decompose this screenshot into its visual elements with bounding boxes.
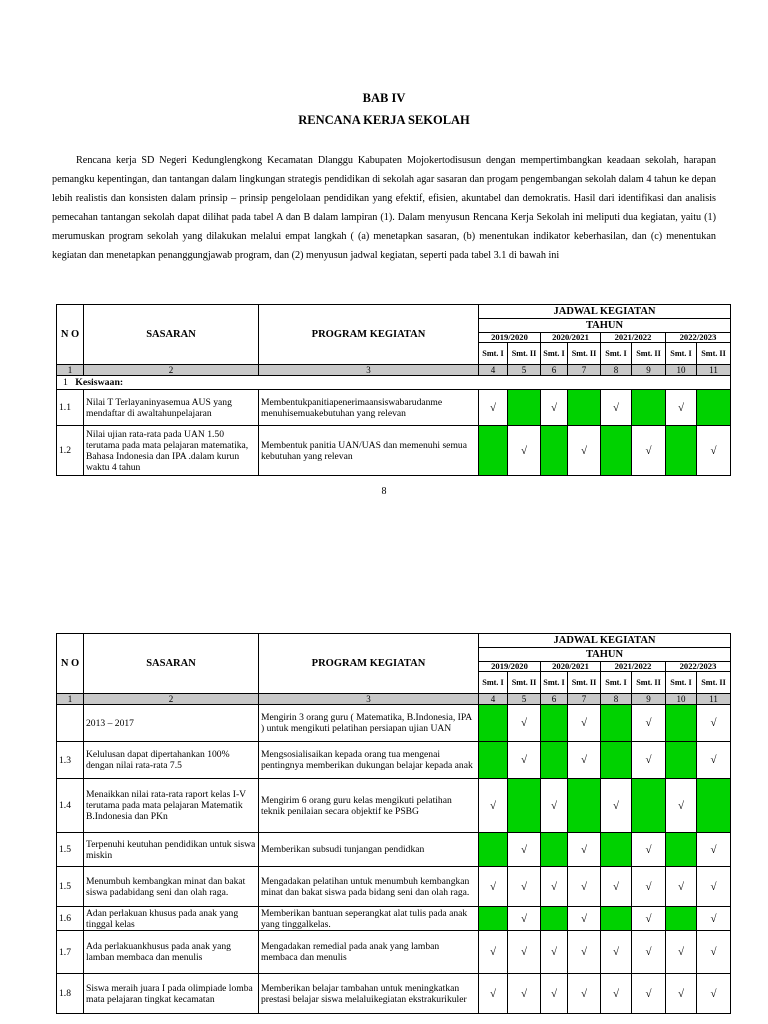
- column-number: 6: [541, 694, 568, 705]
- table-row: [57, 742, 731, 779]
- check-mark-cell: √: [508, 974, 541, 1014]
- sasaran-cell: Menumbuh kembangkan minat dan bakat siswa padabidang seni dan olah raga.: [84, 867, 259, 907]
- year-header: 2020/2021: [541, 333, 601, 343]
- scheduled-cell-green: [697, 779, 731, 833]
- column-number: 3: [259, 365, 479, 376]
- scheduled-cell-green: [479, 705, 508, 742]
- row-number: [57, 705, 84, 742]
- table-row: [57, 426, 731, 476]
- group-row: [57, 376, 731, 390]
- program-cell: Mengsosialisaikan kepada orang tua mengenai pentingnya memberikan dukungan belajar kepada anak: [259, 742, 479, 779]
- row-number: 1.5: [57, 833, 84, 867]
- table-row: [57, 867, 731, 907]
- row-number: 1.1: [57, 390, 84, 426]
- scheduled-cell-green: [541, 705, 568, 742]
- check-mark-cell: √: [479, 974, 508, 1014]
- row-number: 1.7: [57, 931, 84, 974]
- column-number: 4: [479, 694, 508, 705]
- check-mark-cell: √: [666, 867, 697, 907]
- check-mark-cell: √: [568, 705, 601, 742]
- semester-1-header: Smt. I: [666, 672, 697, 694]
- check-mark-cell: √: [568, 867, 601, 907]
- check-mark-cell: √: [508, 742, 541, 779]
- check-mark-cell: √: [568, 974, 601, 1014]
- col-program-header: PROGRAM KEGIATAN: [259, 305, 479, 365]
- semester-2-header: Smt. II: [568, 343, 601, 365]
- column-number: 10: [666, 694, 697, 705]
- check-mark-cell: √: [632, 833, 666, 867]
- year-header: 2022/2023: [666, 662, 731, 672]
- scheduled-cell-green: [601, 907, 632, 931]
- jadwal-header: JADWAL KEGIATAN: [479, 634, 731, 648]
- sasaran-cell: Nilai ujian rata-rata pada UAN 1.50 terutama pada mata pelajaran matematika, Bahasa Indonesia dan IPA .dalam kurun waktu 4 tahun: [84, 426, 259, 476]
- program-cell: Membentukpanitiapenerimaansiswabarudanme menuhisemuakebutuhan yang relevan: [259, 390, 479, 426]
- scheduled-cell-green: [601, 833, 632, 867]
- check-mark-cell: √: [479, 931, 508, 974]
- column-number: 1: [57, 694, 84, 705]
- column-number: 6: [541, 365, 568, 376]
- year-header: 2019/2020: [479, 333, 541, 343]
- jadwal-header: JADWAL KEGIATAN: [479, 305, 731, 319]
- chapter-heading: BAB IV: [362, 91, 406, 105]
- program-cell: Memberikan subsudi tunjangan pendidkan: [259, 833, 479, 867]
- semester-1-header: Smt. I: [666, 343, 697, 365]
- group-label: Kesiswaan:: [75, 377, 124, 388]
- semester-1-header: Smt. I: [541, 343, 568, 365]
- semester-2-header: Smt. II: [632, 672, 666, 694]
- check-mark-cell: √: [568, 426, 601, 476]
- check-mark-cell: √: [541, 779, 568, 833]
- semester-1-header: Smt. I: [479, 343, 508, 365]
- check-mark-cell: √: [632, 974, 666, 1014]
- check-mark-cell: √: [479, 867, 508, 907]
- check-mark-cell: √: [697, 931, 731, 974]
- column-number: 11: [697, 694, 731, 705]
- column-number: 5: [508, 365, 541, 376]
- column-number: 1: [57, 365, 84, 376]
- table-row: [57, 907, 731, 931]
- semester-1-header: Smt. I: [541, 672, 568, 694]
- program-cell: Membentuk panitia UAN/UAS dan memenuhi semua kebutuhan yang relevan: [259, 426, 479, 476]
- check-mark-cell: √: [601, 974, 632, 1014]
- check-mark-cell: √: [541, 867, 568, 907]
- check-mark-cell: √: [632, 426, 666, 476]
- scheduled-cell-green: [508, 390, 541, 426]
- column-number: 8: [601, 694, 632, 705]
- scheduled-cell-green: [601, 705, 632, 742]
- check-mark-cell: √: [666, 974, 697, 1014]
- column-number: 7: [568, 694, 601, 705]
- scheduled-cell-green: [479, 907, 508, 931]
- scheduled-cell-green: [508, 779, 541, 833]
- program-cell: Mengadakan remedial pada anak yang lamban membaca dan menulis: [259, 931, 479, 974]
- column-number: 11: [697, 365, 731, 376]
- scheduled-cell-green: [479, 742, 508, 779]
- page-number: 8: [381, 486, 387, 497]
- check-mark-cell: √: [508, 867, 541, 907]
- scheduled-cell-green: [479, 426, 508, 476]
- scheduled-cell-green: [632, 779, 666, 833]
- sasaran-cell: Adan perlakuan khusus pada anak yang tinggal kelas: [84, 907, 259, 931]
- check-mark-cell: √: [568, 833, 601, 867]
- row-number: 1.3: [57, 742, 84, 779]
- check-mark-cell: √: [632, 705, 666, 742]
- program-cell: Mengadakan pelatihan untuk menumbuh kembangkan minat dan bakat siswa pada bidang seni dan olah raga.: [259, 867, 479, 907]
- check-mark-cell: √: [508, 426, 541, 476]
- schedule-table-1: [56, 304, 731, 476]
- check-mark-cell: √: [666, 390, 697, 426]
- check-mark-cell: √: [508, 705, 541, 742]
- scheduled-cell-green: [568, 779, 601, 833]
- year-header: 2021/2022: [601, 662, 666, 672]
- col-sasaran-header: SASARAN: [84, 305, 259, 365]
- column-number: 2: [84, 365, 259, 376]
- col-program-header: PROGRAM KEGIATAN: [259, 634, 479, 694]
- check-mark-cell: √: [666, 931, 697, 974]
- column-number: 3: [259, 694, 479, 705]
- col-sasaran-header: SASARAN: [84, 634, 259, 694]
- check-mark-cell: √: [601, 931, 632, 974]
- program-cell: Mengirim 6 orang guru kelas mengikuti pelatihan teknik penilaian secara objektif ke PSBG: [259, 779, 479, 833]
- sasaran-cell: Terpenuhi keutuhan pendidikan untuk siswa miskin: [84, 833, 259, 867]
- semester-2-header: Smt. II: [508, 672, 541, 694]
- scheduled-cell-green: [541, 907, 568, 931]
- col-no-header: N O: [57, 634, 84, 694]
- check-mark-cell: √: [601, 779, 632, 833]
- check-mark-cell: √: [632, 907, 666, 931]
- col-no-header: N O: [57, 305, 84, 365]
- table-row: [57, 974, 731, 1014]
- check-mark-cell: √: [479, 390, 508, 426]
- sasaran-cell: Nilai T Terlayaninyasemua AUS yang mendaftar di awaltahunpelajaran: [84, 390, 259, 426]
- table-row: [57, 833, 731, 867]
- check-mark-cell: √: [632, 867, 666, 907]
- scheduled-cell-green: [666, 426, 697, 476]
- scheduled-cell-green: [666, 907, 697, 931]
- program-cell: Memberikan bantuan seperangkat alat tulis pada anak yang tinggalkelas.: [259, 907, 479, 931]
- tahun-header: TAHUN: [479, 648, 731, 662]
- sasaran-cell: Ada perlakuankhusus pada anak yang lamban membaca dan menulis: [84, 931, 259, 974]
- check-mark-cell: √: [508, 907, 541, 931]
- table-row: [57, 931, 731, 974]
- intro-paragraph: Rencana kerja SD Negeri Kedunglengkong Kecamatan Dlanggu Kabupaten Mojokertodisusun dengan mempertimbangkan keadaan sekolah, harapan pemangku kepentingan, dan tantangan dalam lingkungan strategis pendidikan di sekolah agar sasaran dan progam pengembangan sekolah dalam 4 tahun ke depan lebih realistis dan konsisten dalam prinsip – prinsip pengelolaan pendidikan yang efektif, efisien, akuntabel dan demokratis. Hasil dari identifikasi dan analisis pemecahan tantangan sekolah dapat dilihat pada tabel A dan B dalam lampiran (1). Dalam menyusun Rencana Kerja Sekolah ini meliputi dua kegiatan, yaitu (1) merumuskan program sekolah yang dilakukan melalui empat langkah ( (a) menetapkan sasaran, (b) menentukan indikator keberhasilan, dan (c) menentukan kegiatan dan menetapkan penanggungjawab program, dan (2) menyusun jadwal kegiatan, seperti pada tabel 3.1 di bawah ini: [52, 155, 716, 261]
- check-mark-cell: √: [508, 931, 541, 974]
- scheduled-cell-green: [632, 390, 666, 426]
- column-number: 9: [632, 694, 666, 705]
- check-mark-cell: √: [568, 907, 601, 931]
- table-row: [57, 705, 731, 742]
- column-number: 9: [632, 365, 666, 376]
- sasaran-cell: 2013 – 2017: [84, 705, 259, 742]
- check-mark-cell: √: [697, 426, 731, 476]
- check-mark-cell: √: [697, 833, 731, 867]
- check-mark-cell: √: [541, 974, 568, 1014]
- check-mark-cell: √: [697, 974, 731, 1014]
- column-number: 10: [666, 365, 697, 376]
- check-mark-cell: √: [508, 833, 541, 867]
- check-mark-cell: √: [697, 867, 731, 907]
- scheduled-cell-green: [568, 390, 601, 426]
- scheduled-cell-green: [601, 426, 632, 476]
- scheduled-cell-green: [666, 742, 697, 779]
- semester-2-header: Smt. II: [632, 343, 666, 365]
- sasaran-cell: Kelulusan dapat dipertahankan 100% dengan nilai rata-rata 7.5: [84, 742, 259, 779]
- scheduled-cell-green: [541, 426, 568, 476]
- sasaran-cell: Menaikkan nilai rata-rata raport kelas I-V terutama pada mata pelajaran Matematik B.Indonesia dan PKn: [84, 779, 259, 833]
- check-mark-cell: √: [632, 742, 666, 779]
- year-header: 2020/2021: [541, 662, 601, 672]
- schedule-table-2: [56, 633, 731, 1014]
- semester-2-header: Smt. II: [508, 343, 541, 365]
- year-header: 2021/2022: [601, 333, 666, 343]
- semester-2-header: Smt. II: [697, 343, 731, 365]
- scheduled-cell-green: [601, 742, 632, 779]
- scheduled-cell-green: [666, 705, 697, 742]
- sasaran-cell: Siswa meraih juara I pada olimpiade lomba mata pelajaran tingkat kecamatan: [84, 974, 259, 1014]
- row-number: 1.6: [57, 907, 84, 931]
- check-mark-cell: √: [541, 931, 568, 974]
- table-row: [57, 779, 731, 833]
- row-number: 1.2: [57, 426, 84, 476]
- row-number: 1.4: [57, 779, 84, 833]
- check-mark-cell: √: [541, 390, 568, 426]
- column-number: 5: [508, 694, 541, 705]
- scheduled-cell-green: [541, 833, 568, 867]
- column-number: 2: [84, 694, 259, 705]
- scheduled-cell-green: [479, 833, 508, 867]
- scheduled-cell-green: [697, 390, 731, 426]
- scheduled-cell-green: [666, 833, 697, 867]
- semester-1-header: Smt. I: [601, 343, 632, 365]
- column-number: 8: [601, 365, 632, 376]
- check-mark-cell: √: [697, 705, 731, 742]
- check-mark-cell: √: [479, 779, 508, 833]
- year-header: 2019/2020: [479, 662, 541, 672]
- check-mark-cell: √: [601, 390, 632, 426]
- check-mark-cell: √: [568, 742, 601, 779]
- semester-2-header: Smt. II: [568, 672, 601, 694]
- check-mark-cell: √: [697, 907, 731, 931]
- check-mark-cell: √: [697, 742, 731, 779]
- semester-2-header: Smt. II: [697, 672, 731, 694]
- group-number: 1: [63, 377, 68, 388]
- check-mark-cell: √: [568, 931, 601, 974]
- check-mark-cell: √: [601, 867, 632, 907]
- scheduled-cell-green: [541, 742, 568, 779]
- program-cell: Mengirin 3 orang guru ( Matematika, B.Indonesia, IPA ) untuk mengikuti pelatihan persiapan ujian UAN: [259, 705, 479, 742]
- column-number: 7: [568, 365, 601, 376]
- row-number: 1.5: [57, 867, 84, 907]
- check-mark-cell: √: [632, 931, 666, 974]
- column-number: 4: [479, 365, 508, 376]
- chapter-title: RENCANA KERJA SEKOLAH: [298, 113, 470, 127]
- semester-1-header: Smt. I: [479, 672, 508, 694]
- semester-1-header: Smt. I: [601, 672, 632, 694]
- check-mark-cell: √: [666, 779, 697, 833]
- year-header: 2022/2023: [666, 333, 731, 343]
- table-row: [57, 390, 731, 426]
- row-number: 1.8: [57, 974, 84, 1014]
- tahun-header: TAHUN: [479, 319, 731, 333]
- program-cell: Memberikan belajar tambahan untuk meningkatkan prestasi belajar siswa melaluikegiatan ekstrakurikuler: [259, 974, 479, 1014]
